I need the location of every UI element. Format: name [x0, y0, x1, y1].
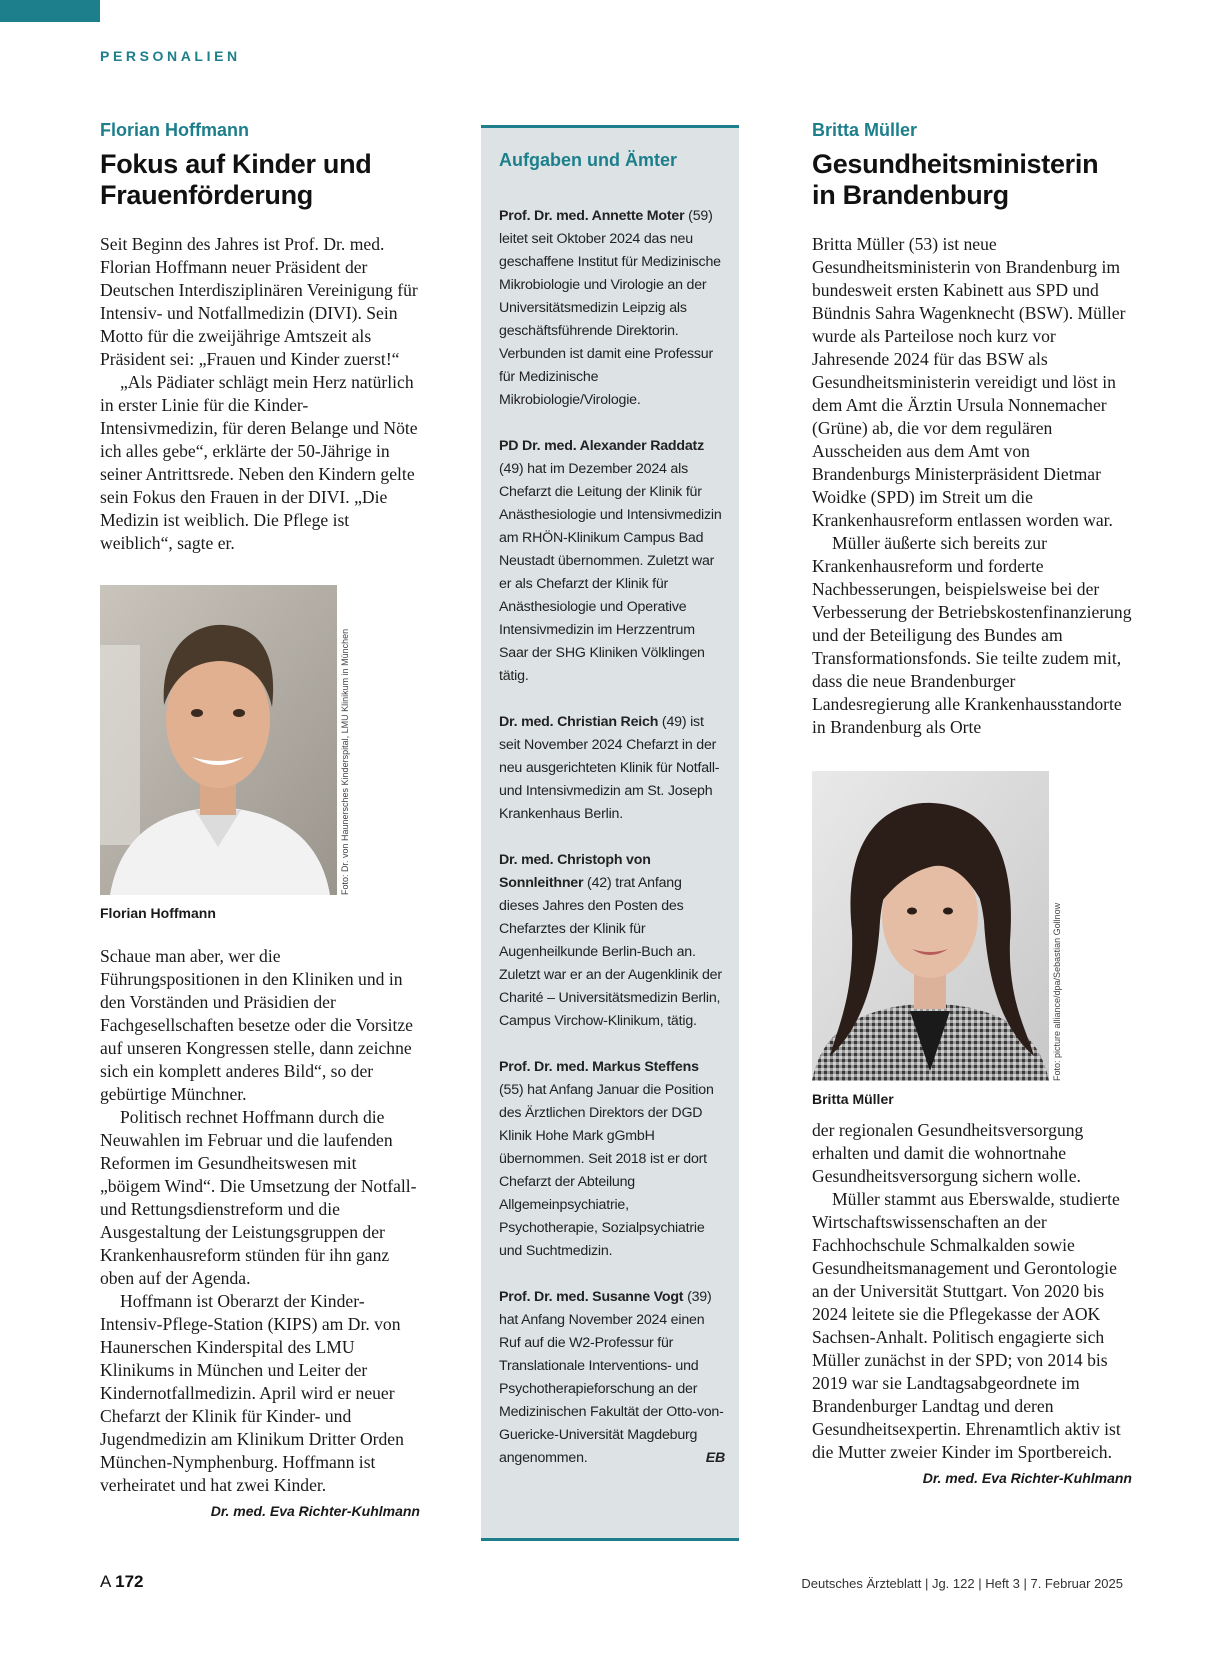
header-accent-bar [0, 0, 100, 22]
entry-text: (55) hat Anfang Januar die Position des Ärztlichen Direktors der DGD Klinik Hohe Mark gGmbH übernommen. Seit 2018 ist er dort Chefarzt der Abteilung Allgemeinpsychiatrie, Psychotherapie, Sozialpsychiatrie und Suchtmedizin. [499, 1082, 714, 1259]
article-body-bottom [100, 945, 420, 1523]
headline-line-1: Gesundheitsministerin [812, 149, 1099, 179]
paragraph: „Als Pädiater schlägt mein Herz natürlich in erster Linie für die Kinder-Intensivmedizin, für deren Belange und Nöte ich alles gebe“, erklärte der 50-Jährige in seiner Antrittsrede. Neben den Kindern gelte sein Fokus den Frauen in der DIVI. „Die Medizin ist weiblich. Die Pflege ist weiblich“, sagte er. [100, 372, 418, 553]
entry-text: (49) ist seit November 2024 Chefarzt in der neu ausgerichteten Klinik für Notfall- und Intensivmedizin am St. Joseph Krankenhaus Berlin. [499, 714, 720, 822]
headline-line-2: Frauenförderung [100, 180, 314, 210]
entry-name: Dr. med. Christoph von Sonnleithner [499, 852, 651, 891]
photo-credit: Foto: Dr. von Haunersches Kinderspital, LMU Klinikum in München [340, 628, 350, 895]
paragraph: Schaue man aber, wer die Führungspositionen in den Kliniken und in den Vorständen und Präsidien der Fachgesellschaften besetze oder die Vorsitze auf unseren Kongressen stelle, dann zeichne sich ein komplett anderes Bild“, so der gebürtige Münchner. [100, 946, 413, 1104]
photo-caption: Britta Müller [812, 1091, 894, 1107]
paragraph [812, 1188, 1132, 1486]
sidebar-entry [499, 435, 725, 688]
publication-info: Deutsches Ärzteblatt | Jg. 122 | Heft 3 | 7. Februar 2025 [801, 1576, 1123, 1591]
sidebar-title: Aufgaben und Ämter [499, 150, 677, 170]
entry-name: Dr. med. Christian Reich [499, 714, 659, 730]
sidebar-content [499, 150, 725, 1493]
sidebar-box [481, 125, 739, 1541]
paragraph: der regionalen Gesundheitsversorgung erhalten und damit die wohnortnahe Gesundheitsversorgung sichern wolle. [812, 1120, 1084, 1186]
portrait-photo-hoffmann [100, 585, 350, 895]
article-mueller [812, 120, 1132, 1490]
article-headline [100, 149, 420, 211]
portrait-image [100, 585, 337, 895]
author-byline: Dr. med. Eva Richter-Kuhlmann [210, 1503, 420, 1519]
section-label: PERSONALIEN [100, 48, 241, 64]
headline-line-2: in Brandenburg [812, 180, 1009, 210]
sidebar-entry [499, 205, 725, 412]
sidebar-sign: EB [705, 1450, 725, 1466]
paragraph [100, 1290, 420, 1519]
article-hoffmann [100, 120, 420, 1523]
sidebar-entry [499, 849, 725, 1033]
entry-text: (39) hat Anfang November 2024 einen Ruf auf die W2-Professur für Translationale Interventions- und Psychotherapieforschung an der Medizinischen Fakultät der Otto-von-Guericke-Universität Magdeburg angenommen. [499, 1289, 724, 1466]
entry-text: (42) trat Anfang dieses Jahres den Posten des Chefarztes der Klinik für Augenheilkunde Berlin-Buch an. Zuletzt war er an der Augenklinik der Charité – Universitätsmedizin Berlin, Campus Virchow-Klinikum, tätig. [499, 875, 722, 1029]
article-kicker: Britta Müller [812, 120, 918, 140]
page-number-value: 172 [115, 1572, 144, 1591]
paragraph-text: Müller stammt aus Eberswalde, studierte Wirtschaftswissenschaften an der Fachhochschule Schmalkalden sowie Gesundheitsmanagement und Gerontologie an der Universität Stuttgart. Von 2020 bis 2024 leitete sie die Pflegekasse der AOK Sachsen-Anhalt. Politisch engagierte sich Müller zunächst in der SPD; von 2014 bis 2019 war sie Landtagsabgeordnete im Brandenburger Landtag und deren Gesundheitsexpertin. Ehrenamtlich aktiv ist die Mutter zweier Kinder im Sportbereich. [812, 1189, 1121, 1462]
portrait-image [812, 771, 1049, 1081]
page-number [100, 1572, 144, 1592]
sidebar-entry [499, 711, 725, 826]
page-prefix: A [100, 1572, 116, 1591]
paragraph: Seit Beginn des Jahres ist Prof. Dr. med. Florian Hoffmann neuer Präsident der Deutschen Interdisziplinären Vereinigung für Intensiv- und Notfallmedizin (DIVI). Sein Motto für die zweijährige Amtszeit als Präsident sei: „Frauen und Kinder zuerst!“ [100, 234, 418, 369]
entry-name: PD Dr. med. Alexander Raddatz [499, 438, 704, 454]
sidebar-entry [499, 1056, 725, 1263]
article-body-top [100, 233, 420, 555]
paragraph: Politisch rechnet Hoffmann durch die Neuwahlen im Februar und die laufenden Reformen im Gesundheitswesen mit „böigem Wind“. Die Umsetzung der Notfall- und Rettungsdienstreform und die Ausgestaltung der Leistungsgruppen der Krankenhausreform stünden für ihn ganz oben auf der Agenda. [100, 1107, 417, 1288]
paragraph-text: Hoffmann ist Oberarzt der Kinder-Intensiv-Pflege-Station (KIPS) am Dr. von Haunerschen Kinderspital des LMU Klinikums in München und Leiter der Kindernotfallmedizin. April wird er neuer Chefarzt der Klinik für Kinder- und Jugendmedizin am Klinikum Dritter Orden München-Nymphenburg. Hoffmann ist verheiratet und hat zwei Kinder. [100, 1291, 404, 1495]
sidebar-entry [499, 1286, 725, 1470]
article-body-bottom [812, 1119, 1132, 1490]
entry-name: Prof. Dr. med. Markus Steffens [499, 1059, 699, 1075]
entry-name: Prof. Dr. med. Annette Moter [499, 208, 685, 224]
photo-caption: Florian Hoffmann [100, 905, 216, 921]
article-body-top [812, 233, 1132, 739]
photo-credit: Foto: picture alliance/dpa/Sebastian Gollnow [1052, 902, 1062, 1081]
paragraph: Britta Müller (53) ist neue Gesundheitsministerin von Brandenburg im bundesweit ersten Kabinett aus SPD und Bündnis Sahra Wagenknecht (BSW). Müller wurde als Parteilose noch kurz vor Jahresende 2024 für das BSW als Gesundheitsministerin vereidigt und löst in dem Amt die Ärztin Ursula Nonnemacher (Grüne) ab, die vor dem regulären Ausscheiden aus dem Amt von Brandenburgs Ministerpräsident Dietmar Woidke (SPD) im Streit um die Krankenhausreform entlassen worden war. [812, 234, 1126, 530]
headline-line-1: Fokus auf Kinder und [100, 149, 372, 179]
paragraph: Müller äußerte sich bereits zur Krankenhausreform und forderte Nachbesserungen, beispielsweise bei der Verbesserung der Betriebskostenfinanzierung und der Beteiligung des Bundes am Transformationsfonds. Sie teilte zudem mit, dass die neue Brandenburger Landesregierung alle Krankenhausstandorte in Brandenburg als Orte [812, 533, 1132, 737]
article-headline [812, 149, 1132, 211]
article-kicker: Florian Hoffmann [100, 120, 249, 140]
portrait-photo-mueller [812, 771, 1062, 1081]
author-byline: Dr. med. Eva Richter-Kuhlmann [922, 1470, 1132, 1486]
entry-name: Prof. Dr. med. Susanne Vogt [499, 1289, 684, 1305]
entry-text: (49) hat im Dezember 2024 als Chefarzt die Leitung der Klinik für Anästhesiologie und Intensivmedizin am RHÖN-Klinikum Campus Bad Neustadt übernommen. Zuletzt war er als Chefarzt der Klinik für Anästhesiologie und Operative Intensivmedizin im Herzzentrum Saar der SHG Kliniken Völklingen tätig. [499, 461, 722, 684]
entry-text: (59) leitet seit Oktober 2024 das neu geschaffene Institut für Medizinische Mikrobiologie und Virologie an der Universitätsmedizin Leipzig als geschäftsführende Direktorin. Verbunden ist damit eine Professur für Medizinische Mikrobiologie/Virologie. [499, 208, 721, 408]
